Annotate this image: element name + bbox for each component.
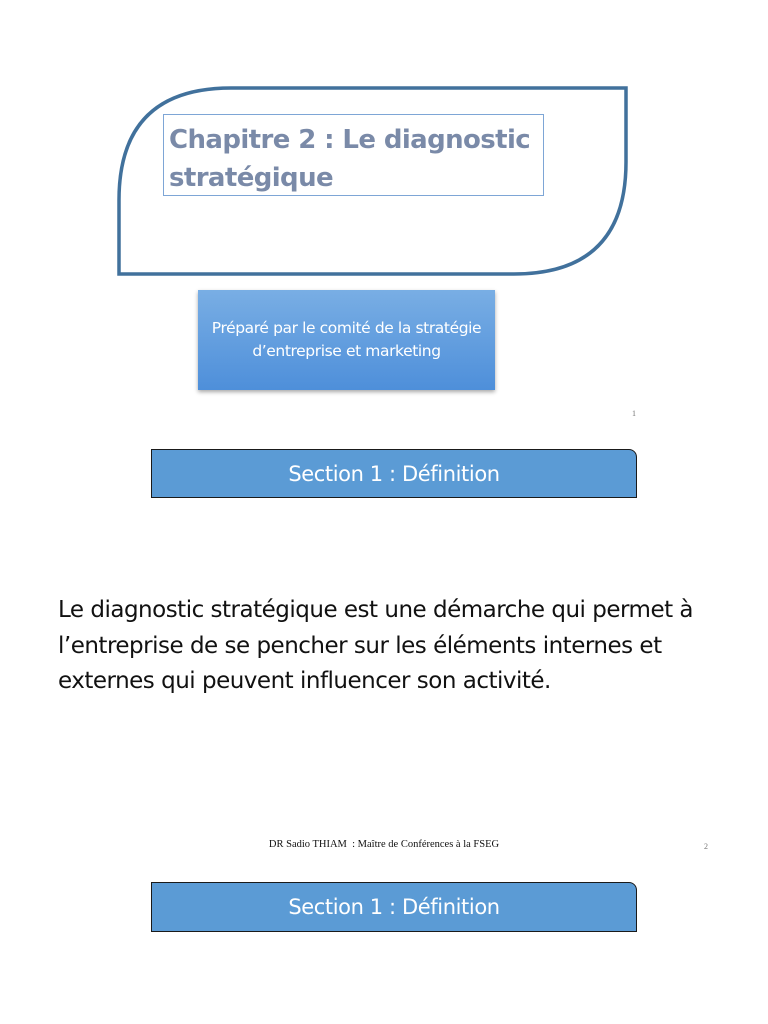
- page-number-2: 2: [704, 842, 708, 851]
- slide-footer: DR Sadio THIAM : Maître de Conférences à la FSEG: [268, 839, 500, 850]
- section-header: [151, 449, 637, 498]
- section-header-2: [151, 882, 637, 932]
- page-number-1: 1: [632, 409, 636, 418]
- section-title-2: Section 1 : Définition: [288, 895, 500, 919]
- section-title: Section 1 : Définition: [288, 461, 500, 486]
- slide-title: Chapitre 2 : Le diagnostic stratégique: [163, 114, 544, 196]
- definition-text: Le diagnostic stratégique est une démarche qui permet à l’entreprise de se pencher sur les éléments internes et externes qui peuvent influencer son activité.: [58, 597, 694, 694]
- prepared-by-text: Préparé par le comité de la stratégie d’entreprise et marketing: [211, 319, 482, 360]
- prepared-by-box: [198, 290, 495, 390]
